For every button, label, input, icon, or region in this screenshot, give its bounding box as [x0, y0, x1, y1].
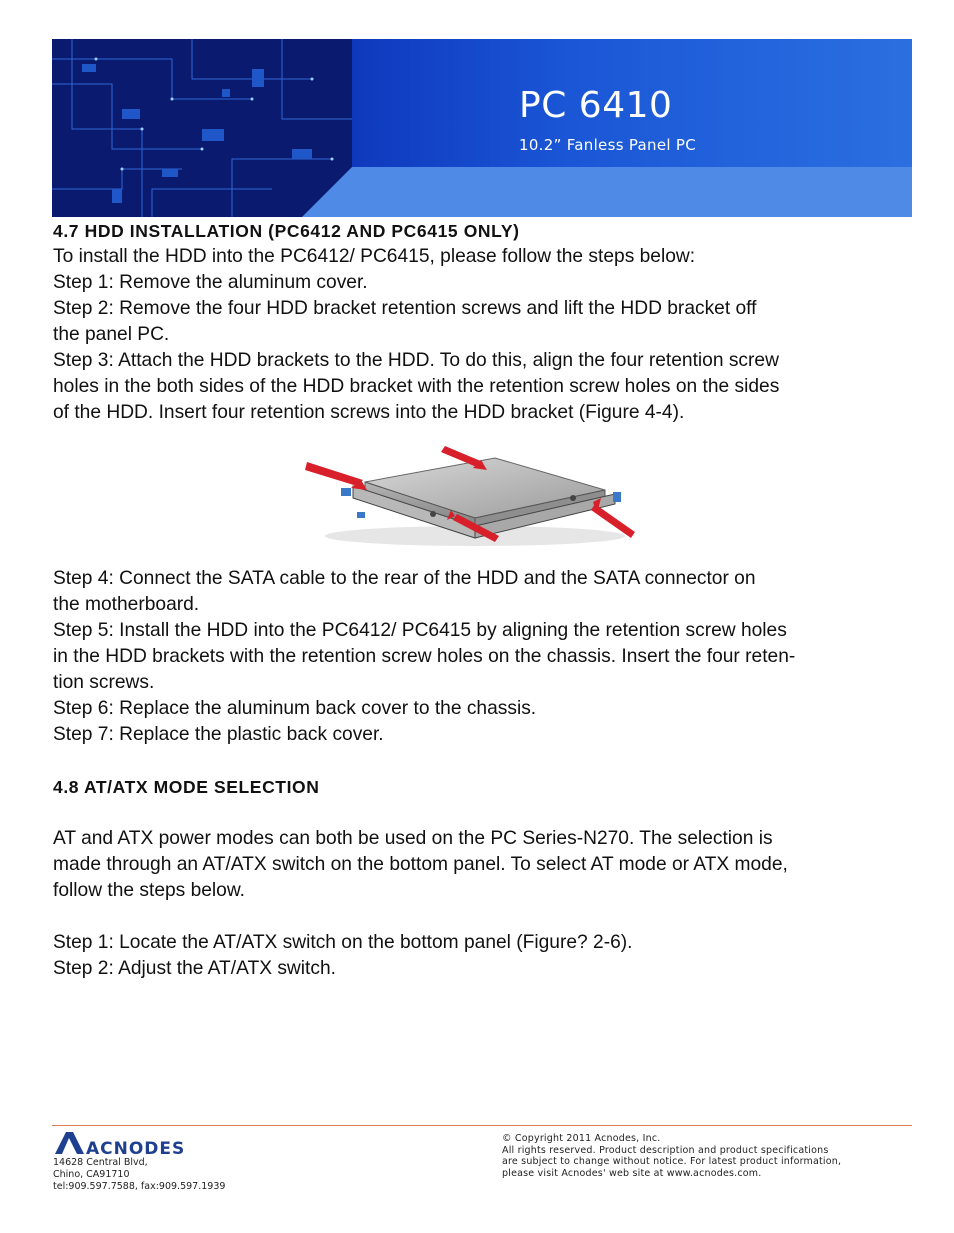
text-line: follow the steps below. — [53, 880, 245, 901]
address-line: tel:909.597.7588, fax:909.597.1939 — [53, 1181, 226, 1192]
spacer — [53, 800, 915, 826]
logo-text: ACNODES — [86, 1139, 186, 1156]
copyright-line: are subject to change without notice. For latest product information, — [502, 1156, 842, 1167]
text-line: tion screws. — [53, 672, 155, 693]
header-banner — [52, 39, 912, 217]
text-line: Step 2: Remove the four HDD bracket retention screws and lift the HDD bracket off — [53, 298, 757, 319]
product-title: PC 6410 — [519, 85, 673, 126]
text-line: made through an AT/ATX switch on the bottom panel. To select AT mode or ATX mode, — [53, 854, 788, 875]
spacer — [53, 748, 915, 774]
banner-band-slope — [302, 167, 352, 217]
copyright-line: © Copyright 2011 Acnodes, Inc. — [502, 1133, 661, 1144]
text-line: Step 1: Locate the AT/ATX switch on the bottom panel (Figure? 2-6). — [53, 932, 633, 953]
section-heading-4-7: 4.7 HDD INSTALLATION (PC6412 AND PC6415 ONLY) — [53, 221, 520, 241]
text-line: Step 5: Install the HDD into the PC6412/ PC6415 by aligning the retention screw holes — [53, 620, 787, 641]
copyright-line: All rights reserved. Product description and product specifications — [502, 1144, 829, 1156]
section-heading-4-8: 4.8 AT/ATX MODE SELECTION — [53, 777, 320, 797]
text-line: Step 4: Connect the SATA cable to the rear of the HDD and the SATA connector on — [53, 568, 756, 589]
text-line: holes in the both sides of the HDD bracket with the retention screw holes on the sides — [53, 376, 780, 397]
section-intro: To install the HDD into the PC6412/ PC6415, please follow the steps below: — [53, 246, 696, 267]
banner-band — [352, 167, 912, 217]
text-line: Step 7: Replace the plastic back cover. — [53, 724, 384, 745]
text-line: of the HDD. Insert four retention screws into the HDD bracket (Figure 4-4). — [53, 402, 685, 423]
text-line: the motherboard. — [53, 594, 200, 615]
text-line: Step 3: Attach the HDD brackets to the HDD. To do this, align the four retention screw — [53, 350, 779, 371]
main-content — [53, 218, 915, 982]
text-line: Step 6: Replace the aluminum back cover to the chassis. — [53, 698, 537, 719]
copyright-line: please visit Acnodes' web site at www.acnodes.com. — [502, 1167, 762, 1179]
text-line: in the HDD brackets with the retention screw holes on the chassis. Insert the four reten- — [53, 646, 796, 667]
copyright-notice — [502, 1133, 841, 1179]
footer-divider — [52, 1125, 912, 1126]
text-line: AT and ATX power modes can both be used on the PC Series-N270. The selection is — [53, 828, 773, 849]
spacer — [53, 904, 915, 930]
text-line: Step 1: Remove the aluminum cover. — [53, 272, 368, 293]
text-line: Step 2: Adjust the AT/ATX switch. — [53, 958, 336, 979]
company-address — [53, 1157, 225, 1193]
hdd-bracket-image — [305, 440, 643, 552]
address-line: 14628 Central Blvd, — [53, 1157, 148, 1168]
product-subtitle: 10.2” Fanless Panel PC — [519, 136, 697, 154]
acnodes-logo-icon — [53, 1130, 213, 1156]
text-line: the panel PC. — [53, 324, 170, 345]
address-line: Chino, CA91710 — [53, 1169, 130, 1180]
